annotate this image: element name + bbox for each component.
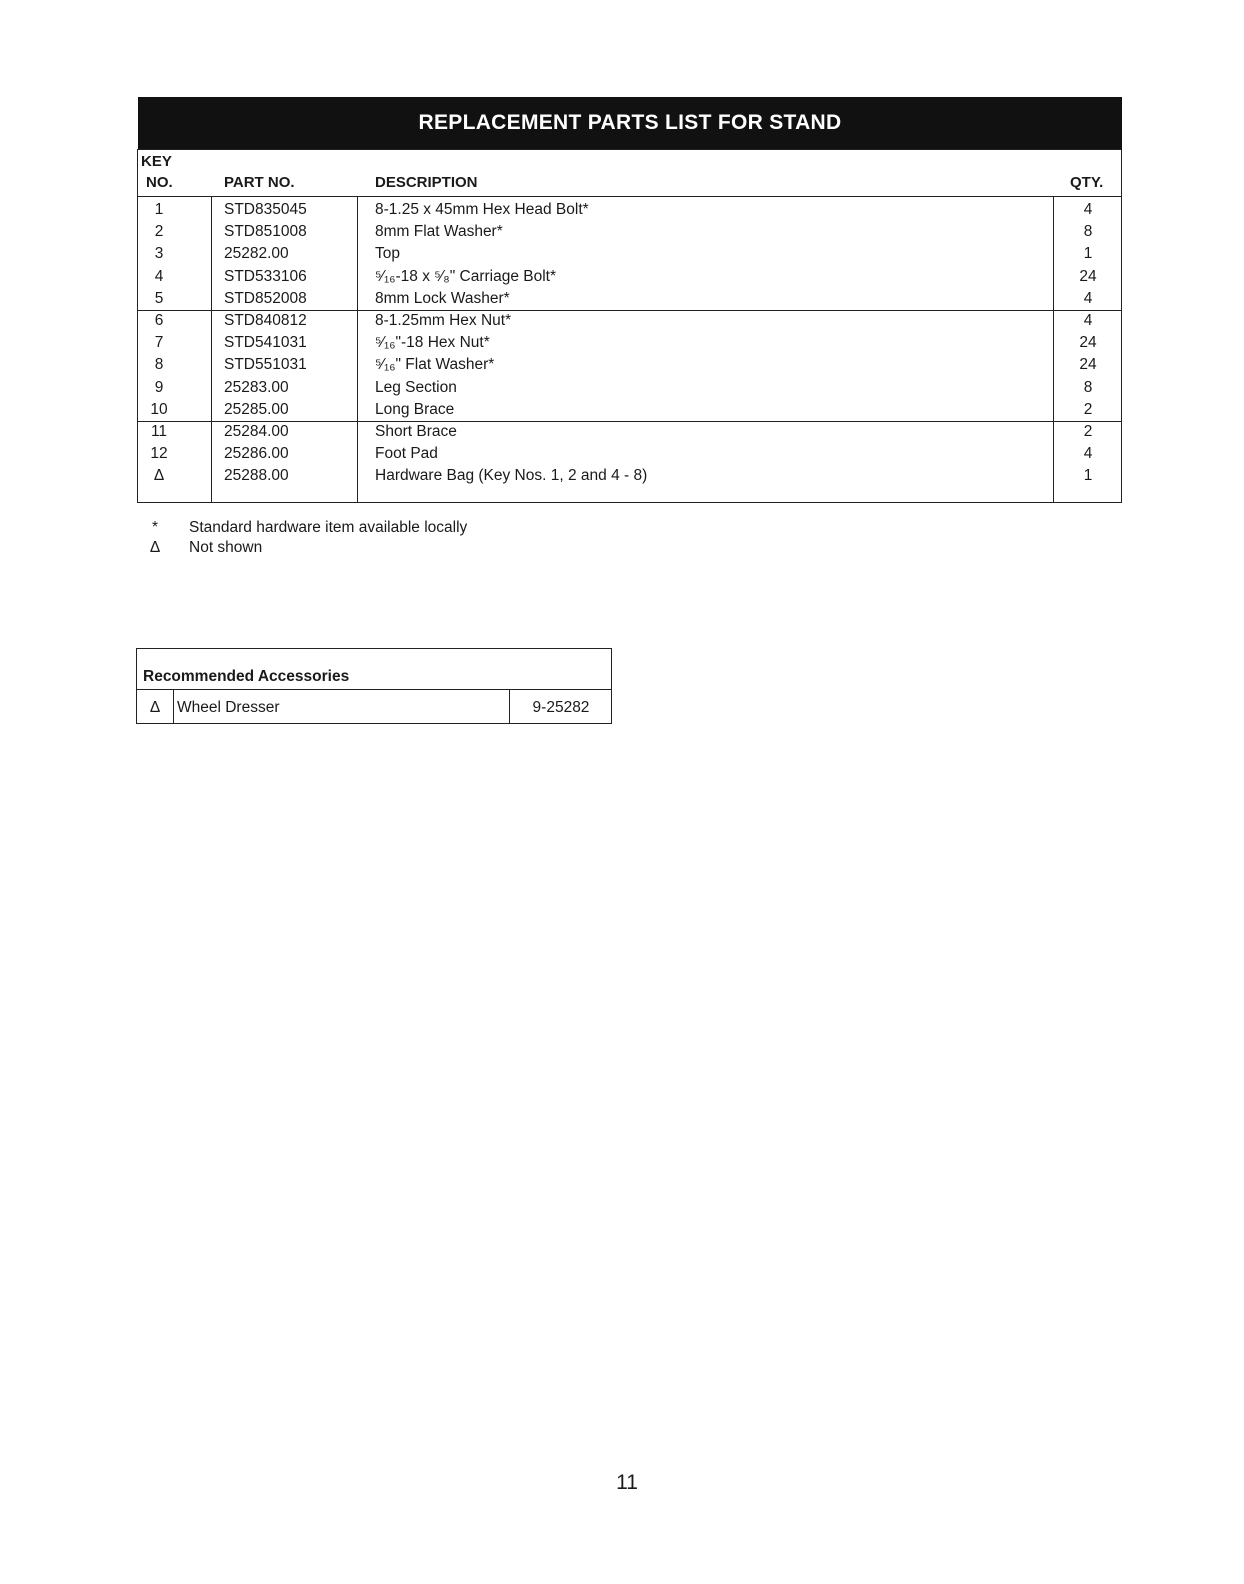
qty: 4 bbox=[1083, 289, 1093, 307]
asterisk-symbol: * bbox=[151, 519, 159, 536]
parts-list-title: REPLACEMENT PARTS LIST FOR STAND bbox=[138, 97, 1122, 149]
table-row bbox=[138, 465, 1121, 487]
description: ⁵⁄₁₆" Flat Washer* bbox=[375, 356, 495, 374]
description: Long Brace bbox=[375, 400, 455, 418]
header-qty: QTY. bbox=[1070, 174, 1104, 191]
accessories-table bbox=[136, 648, 612, 724]
footnote-text: Standard hardware item available locally bbox=[189, 519, 468, 536]
description: Short Brace bbox=[375, 422, 457, 440]
qty: 4 bbox=[1083, 445, 1093, 463]
table-row bbox=[138, 399, 1121, 421]
key-no: 10 bbox=[150, 400, 168, 418]
header-key: KEY bbox=[141, 153, 172, 170]
key-no: 7 bbox=[154, 334, 164, 352]
accessories-title: Recommended Accessories bbox=[143, 668, 350, 685]
qty: 8 bbox=[1083, 223, 1093, 241]
key-no: 9 bbox=[154, 378, 164, 396]
table-row bbox=[138, 332, 1121, 354]
description: Leg Section bbox=[375, 378, 457, 396]
table-row bbox=[138, 243, 1121, 265]
description: ⁵⁄₁₆"-18 Hex Nut* bbox=[375, 334, 490, 352]
key-no: 8 bbox=[154, 356, 164, 374]
footnote-text: Not shown bbox=[189, 539, 263, 556]
table-row bbox=[138, 310, 1121, 332]
part-no: STD551031 bbox=[224, 356, 307, 374]
key-no: 2 bbox=[154, 223, 164, 241]
part-no: STD840812 bbox=[224, 311, 307, 329]
table-row bbox=[138, 354, 1121, 376]
key-no: 5 bbox=[154, 289, 164, 307]
description: 8mm Flat Washer* bbox=[375, 223, 503, 241]
qty: 4 bbox=[1083, 201, 1093, 218]
part-no: 25285.00 bbox=[224, 400, 289, 418]
qty: 8 bbox=[1083, 378, 1093, 396]
triangle-symbol: Δ bbox=[149, 539, 161, 556]
table-row bbox=[138, 199, 1121, 221]
key-no: 6 bbox=[154, 311, 164, 329]
qty: 24 bbox=[1079, 267, 1097, 285]
qty: 2 bbox=[1083, 422, 1093, 440]
column-divider bbox=[173, 689, 174, 723]
key-no: Δ bbox=[153, 467, 165, 485]
table-row bbox=[138, 221, 1121, 243]
accessories-divider bbox=[137, 689, 611, 690]
triangle-symbol: Δ bbox=[149, 699, 161, 716]
key-no: 3 bbox=[154, 245, 164, 263]
part-no: STD852008 bbox=[224, 289, 307, 307]
qty: 24 bbox=[1079, 356, 1097, 374]
accessory-name: Wheel Dresser bbox=[177, 699, 280, 716]
header-part-no: PART NO. bbox=[224, 174, 295, 191]
table-row bbox=[138, 377, 1121, 399]
qty: 24 bbox=[1079, 334, 1097, 352]
part-no: 25288.00 bbox=[224, 467, 289, 485]
page-number: 11 bbox=[616, 1471, 638, 1494]
header-divider bbox=[138, 196, 1121, 197]
accessory-part-no: 9-25282 bbox=[532, 699, 590, 716]
description: 8mm Lock Washer* bbox=[375, 289, 510, 307]
key-no: 11 bbox=[150, 422, 168, 440]
part-no: 25284.00 bbox=[224, 422, 289, 440]
qty: 1 bbox=[1083, 467, 1093, 485]
part-no: 25282.00 bbox=[224, 245, 289, 263]
parts-table bbox=[137, 149, 1122, 503]
table-row bbox=[138, 443, 1121, 465]
description: 8-1.25 x 45mm Hex Head Bolt* bbox=[375, 201, 589, 218]
part-no: STD835045 bbox=[224, 201, 307, 218]
part-no: STD851008 bbox=[224, 223, 307, 241]
table-row bbox=[138, 266, 1121, 288]
parts-rows bbox=[138, 199, 1121, 487]
header-no: NO. bbox=[146, 174, 173, 191]
description: Hardware Bag (Key Nos. 1, 2 and 4 - 8) bbox=[375, 467, 648, 485]
description: Top bbox=[375, 245, 400, 263]
description: 8-1.25mm Hex Nut* bbox=[375, 311, 512, 329]
qty: 2 bbox=[1083, 400, 1093, 418]
part-no: 25286.00 bbox=[224, 445, 289, 463]
table-row bbox=[138, 421, 1121, 443]
part-no: STD541031 bbox=[224, 334, 307, 352]
key-no: 12 bbox=[150, 445, 168, 463]
qty: 1 bbox=[1083, 245, 1093, 263]
key-no: 1 bbox=[154, 201, 164, 218]
qty: 4 bbox=[1083, 311, 1093, 329]
table-row bbox=[138, 288, 1121, 310]
description: Foot Pad bbox=[375, 445, 438, 463]
part-no: STD533106 bbox=[224, 267, 307, 285]
key-no: 4 bbox=[154, 267, 164, 285]
part-no: 25283.00 bbox=[224, 378, 289, 396]
header-description: DESCRIPTION bbox=[375, 174, 478, 191]
description: ⁵⁄₁₆-18 x ⁵⁄₈" Carriage Bolt* bbox=[375, 267, 556, 285]
